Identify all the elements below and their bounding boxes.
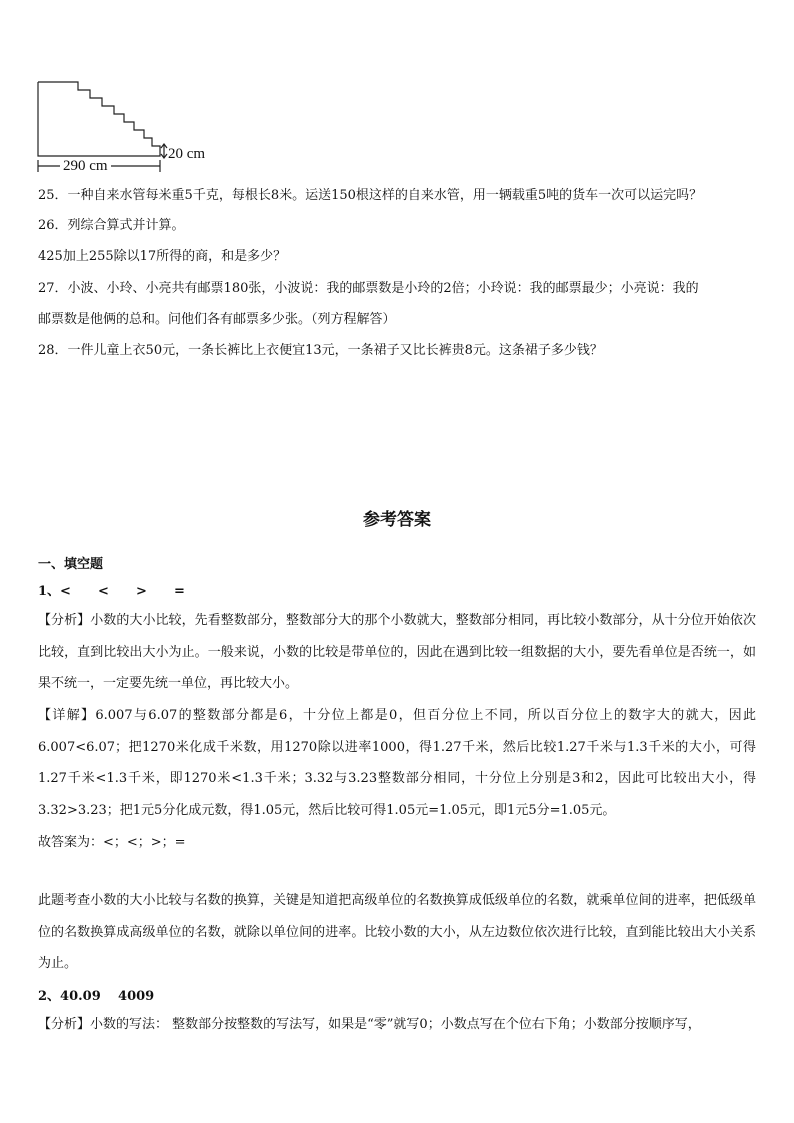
answer-2-value-1: 40.09	[60, 989, 101, 1004]
figure-width-label: 290 cm	[60, 158, 111, 175]
answer-2-value-2: 4009	[118, 989, 155, 1004]
section-heading: 一、填空题	[38, 557, 104, 572]
question-25: 25．一种自来水管每米重5千克，每根长8米。运送150根这样的自来水管，用一辆载重5吨的货车一次可以运完吗？	[38, 188, 703, 203]
staircase-outline	[38, 82, 160, 156]
question-27-line2: 邮票数是他俩的总和。问他们各有邮票多少张。（列方程解答）	[38, 312, 396, 327]
answer-1-number: 1、	[38, 584, 61, 599]
answer-2-number: 2、	[38, 989, 61, 1004]
answer-1-symbol-3: >	[136, 584, 147, 599]
question-26-sub: 425加上255除以17所得的商，和是多少？	[38, 249, 287, 264]
answer-2-line	[38, 988, 154, 1006]
figure-height-label: 20 cm	[168, 146, 206, 162]
answer-1-analysis: 【分析】小数的大小比较，先看整数部分，整数部分大的那个小数就大，整数部分相同，再比较小数部分，从十分位开始依次比较，直到比较出大小为止。一般来说，小数的比较是带单位的，因此在遇到比较一组数据的大小，要先看单位是否统一，如果不统一，一定要先统一单位，再比较大小。	[38, 613, 756, 691]
answer-1-line	[38, 583, 212, 601]
answer-1-symbol-4: =	[174, 584, 185, 599]
answer-1-comment: 此题考查小数的大小比较与名数的换算，关键是知道把高级单位的名数换算成低级单位的名数，就乘单位间的进率，把低级单位的名数换算成高级单位的名数，就除以单位间的进率。比较小数的大小，从左边数位依次进行比较，直到能比较出大小关系为止。	[38, 893, 756, 971]
answer-title: 参考答案	[363, 510, 431, 530]
answer-1-symbol-2: <	[98, 584, 109, 599]
question-27-line1: 27．小波、小玲、小亮共有邮票180张，小波说：我的邮票数是小玲的2倍；小玲说：我的邮票最少；小亮说：我的	[38, 281, 699, 296]
question-26: 26．列综合算式并计算。	[38, 218, 185, 233]
answer-1-final: 故答案为：<；<；>；=	[38, 835, 186, 850]
answer-2-analysis: 【分析】小数的写法： 整数部分按整数的写法写，如果是“零”就写0；小数点写在个位右下角；小数部分按顺序写，	[38, 1017, 701, 1032]
answer-1-symbol-1: <	[60, 584, 71, 599]
answer-1-detail: 【详解】6.007与6.07的整数部分都是6，十分位上都是0，但百分位上不同，所以百分位上的数字大的就大，因此6.007<6.07；把1270米化成千米数，用1270除以进率1000，得1.27千米，然后比较1.27千米与1.3千米的大小，可得1.27千米<1.3千米，即1270米<1.3千米；3.32与3.23整数部分相同，十分位上分别是3和2，因此可比较出大小，得3.32>3.23；把1元5分化成元数，得1.05元，然后比较可得1.05元=1.05元，即1元5分=1.05元。	[38, 708, 756, 818]
question-28: 28．一件儿童上衣50元，一条长裤比上衣便宜13元，一条裙子又比长裤贵8元。这条裙子多少钱？	[38, 343, 603, 358]
